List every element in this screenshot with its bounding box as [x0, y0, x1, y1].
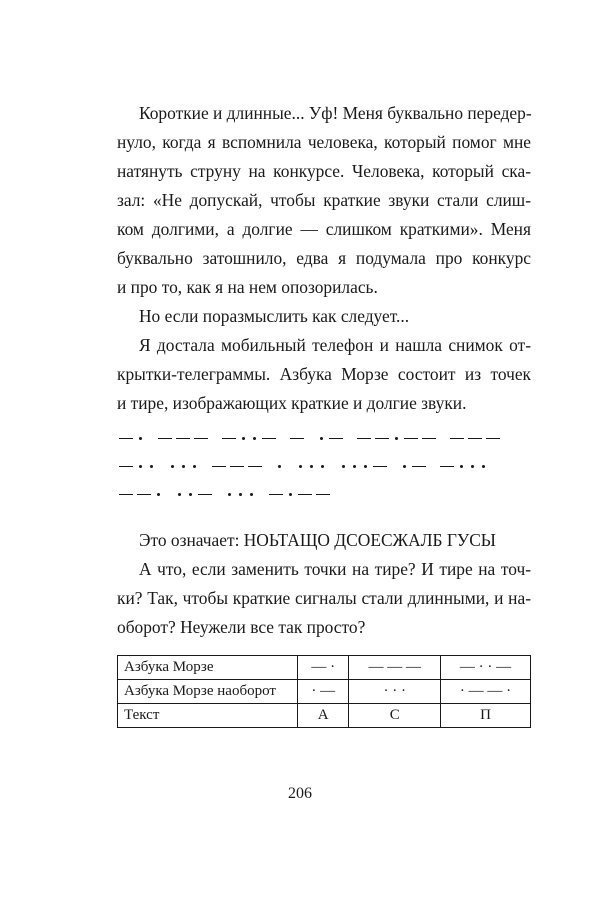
morse-letter [210, 452, 264, 480]
morse-code-block [117, 424, 531, 508]
text-line: нуло, когда я вспомнила человека, который помог мне [117, 132, 531, 152]
table-cell: А [298, 704, 349, 728]
table-cell: · · · [349, 680, 441, 704]
text-line: Но если поразмыслить как следует... [139, 306, 410, 326]
morse-letter [316, 424, 345, 452]
morse-letter [338, 452, 389, 480]
morse-letter [274, 452, 285, 480]
morse-letter [156, 424, 210, 452]
text-line: зал: «Не допускай, чтобы краткие звуки стали слиш- [117, 190, 531, 210]
table-cell: · — [298, 680, 349, 704]
morse-letter [438, 452, 489, 480]
morse-letter [448, 424, 502, 452]
morse-row [117, 424, 531, 452]
morse-letter [174, 480, 214, 508]
table-cell: — · [298, 656, 349, 680]
text-line: натянуть струну на конкурсе. Человека, который ска- [117, 161, 531, 181]
decoded-line-4: оборот? Неужели все так просто? [117, 617, 366, 637]
morse-letter [267, 480, 332, 508]
morse-letter [355, 424, 438, 452]
morse-letter [167, 452, 200, 480]
morse-letter [288, 424, 306, 452]
text-line: Короткие и длинные... Уф! Меня буквально передер- [139, 103, 532, 123]
morse-letter [117, 480, 164, 508]
table-cell: — — — [349, 656, 441, 680]
text-line: Я достала мобильный телефон и нашла снимок от- [139, 335, 531, 355]
text-line: крытки-телеграммы. Азбука Морзе состоит из точек [117, 364, 531, 384]
table-row [118, 680, 531, 704]
paragraph-1 [117, 99, 531, 302]
morse-comparison-table [117, 655, 531, 728]
morse-letter [224, 480, 257, 508]
morse-letter [295, 452, 328, 480]
table-row [118, 656, 531, 680]
decoded-text [117, 526, 531, 642]
morse-row [117, 480, 531, 508]
table-row-label: Текст [118, 704, 298, 728]
paragraph-2 [117, 302, 531, 331]
table-cell: — · · — [441, 656, 531, 680]
table-row-label: Азбука Морзе наоборот [118, 680, 298, 704]
table-cell: П [441, 704, 531, 728]
table-row-label: Азбука Морзе [118, 656, 298, 680]
table-cell: · — — · [441, 680, 531, 704]
morse-letter [117, 424, 146, 452]
decoded-line-2: А что, если заменить точки на тире? И тире на точ- [139, 559, 531, 579]
morse-row [117, 452, 531, 480]
decoded-line-1: Это означает: НОЬТАЩО ДСОЕСЖАЛБ ГУСЫ [139, 530, 496, 550]
text-line: ком долгими, а долгие — слишком краткими». Меня [117, 219, 531, 239]
morse-letter [117, 452, 157, 480]
paragraph-3 [117, 331, 531, 418]
decoded-line-3: ки? Так, чтобы краткие сигналы стали длинными, и на- [117, 588, 531, 608]
table-row [118, 704, 531, 728]
text-line: и тире, изображающих краткие и долгие звуки. [117, 393, 467, 413]
morse-letter [220, 424, 278, 452]
morse-letter [399, 452, 428, 480]
text-line: и про то, как я на нем опозорилась. [117, 277, 378, 297]
page-number: 206 [288, 785, 312, 802]
table-cell: С [349, 704, 441, 728]
text-line: буквально затошнило, едва я подумала про конкурс [117, 248, 531, 268]
